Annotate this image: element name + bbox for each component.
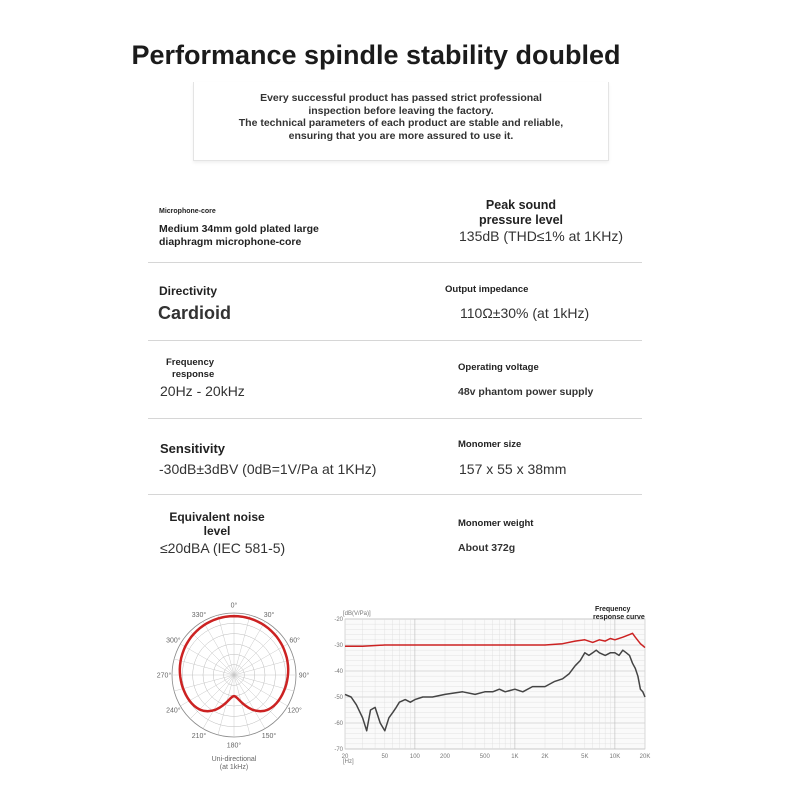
freq-value: 20Hz - 20kHz xyxy=(160,383,245,399)
freq-label xyxy=(166,357,214,381)
sens-value: -30dB±3dBV (0dB=1V/Pa at 1KHz) xyxy=(159,461,377,477)
page-title: Performance spindle stability doubled xyxy=(131,40,621,70)
polar-angle-label: 330° xyxy=(191,611,207,619)
x-tick-label: 200 xyxy=(439,754,451,760)
polar-caption-line: (at 1kHz) xyxy=(219,764,249,771)
polar-angle-label: 300° xyxy=(166,637,181,645)
intro-line: inspection before leaving the factory. xyxy=(308,104,494,117)
voltage-label: Operating voltage xyxy=(458,362,539,373)
intro-line: ensuring that you are more assured to use it. xyxy=(288,129,514,142)
spl-label-line: Peak sound xyxy=(485,198,557,212)
freq-label-line: Frequency xyxy=(166,357,215,368)
weight-label: Monomer weight xyxy=(458,518,534,529)
intro-line: Every successful product has passed strict professional xyxy=(260,92,542,104)
core-value xyxy=(159,223,319,248)
x-tick-label: 20 xyxy=(341,754,349,760)
core-value-line: diaphragm microphone-core xyxy=(159,235,302,248)
intro-box xyxy=(193,82,609,161)
size-label: Monomer size xyxy=(458,439,522,450)
polar-angle-label: 90° xyxy=(298,672,310,680)
y-tick-label: -60 xyxy=(334,721,343,727)
polar-pattern-chart xyxy=(156,600,320,775)
polar-angle-label: 0° xyxy=(230,602,238,610)
y-tick-label: -70 xyxy=(334,747,343,753)
polar-angle-label: 30° xyxy=(263,611,275,619)
directivity-value: Cardioid xyxy=(158,303,232,323)
polar-angle-label: 210° xyxy=(191,733,207,741)
polar-angle-label: 60° xyxy=(289,637,300,645)
polar-caption-line: Uni-directional xyxy=(211,756,257,763)
x-tick-label: 1K xyxy=(511,754,519,760)
sens-label: Sensitivity xyxy=(160,441,226,456)
x-tick-label: 2K xyxy=(541,754,549,760)
impedance-value: 110Ω±30% (at 1kHz) xyxy=(460,305,590,321)
row-divider xyxy=(148,262,642,263)
row-divider xyxy=(148,418,642,419)
noise-label-line: Equivalent noise xyxy=(169,510,265,524)
y-axis-label: [dB(V/Pa)] xyxy=(343,611,371,617)
y-tick-label: -20 xyxy=(334,617,343,623)
frequency-response-chart xyxy=(335,603,655,768)
x-tick-label: 5K xyxy=(581,754,589,760)
y-tick-label: -30 xyxy=(334,643,343,649)
polar-angle-label: 150° xyxy=(261,733,277,741)
x-tick-label: 10K xyxy=(609,754,621,760)
x-tick-label: 100 xyxy=(409,754,420,760)
x-tick-label: 500 xyxy=(479,754,490,760)
size-value: 157 x 55 x 38mm xyxy=(459,461,567,477)
impedance-label: Output impedance xyxy=(445,284,529,295)
x-axis-label: [Hz] xyxy=(343,759,354,765)
x-tick-label: 20K xyxy=(639,754,651,760)
chart-title-line: Frequency xyxy=(595,606,631,613)
noise-label xyxy=(157,510,277,538)
polar-angle-label: 270° xyxy=(156,672,172,680)
y-tick-label: -40 xyxy=(334,669,343,675)
row-divider xyxy=(148,340,642,341)
weight-value: About 372g xyxy=(458,542,516,554)
spl-label-line: pressure level xyxy=(478,213,564,227)
voltage-value: 48v phantom power supply xyxy=(458,386,594,398)
spl-label xyxy=(466,198,576,228)
row-divider xyxy=(148,494,642,495)
spl-value: 135dB (THD≤1% at 1KHz) xyxy=(459,228,624,244)
noise-value: ≤20dBA (IEC 581-5) xyxy=(160,540,286,556)
core-value-line: Medium 34mm gold plated large xyxy=(159,223,319,235)
plot-area xyxy=(345,619,645,749)
directivity-label: Directivity xyxy=(159,284,218,298)
polar-angle-label: 240° xyxy=(166,707,181,715)
chart-title-line: response curve xyxy=(593,614,645,621)
y-tick-label: -50 xyxy=(334,695,343,701)
x-tick-label: 50 xyxy=(381,754,389,760)
polar-angle-label: 120° xyxy=(287,707,302,715)
polar-angle-label: 180° xyxy=(226,742,242,750)
freq-label-line: response xyxy=(172,369,215,380)
intro-line: The technical parameters of each product are stable and reliable, xyxy=(238,117,564,129)
intro-text xyxy=(194,92,608,142)
core-label: Microphone-core xyxy=(159,208,216,215)
noise-label-line: level xyxy=(203,524,231,538)
